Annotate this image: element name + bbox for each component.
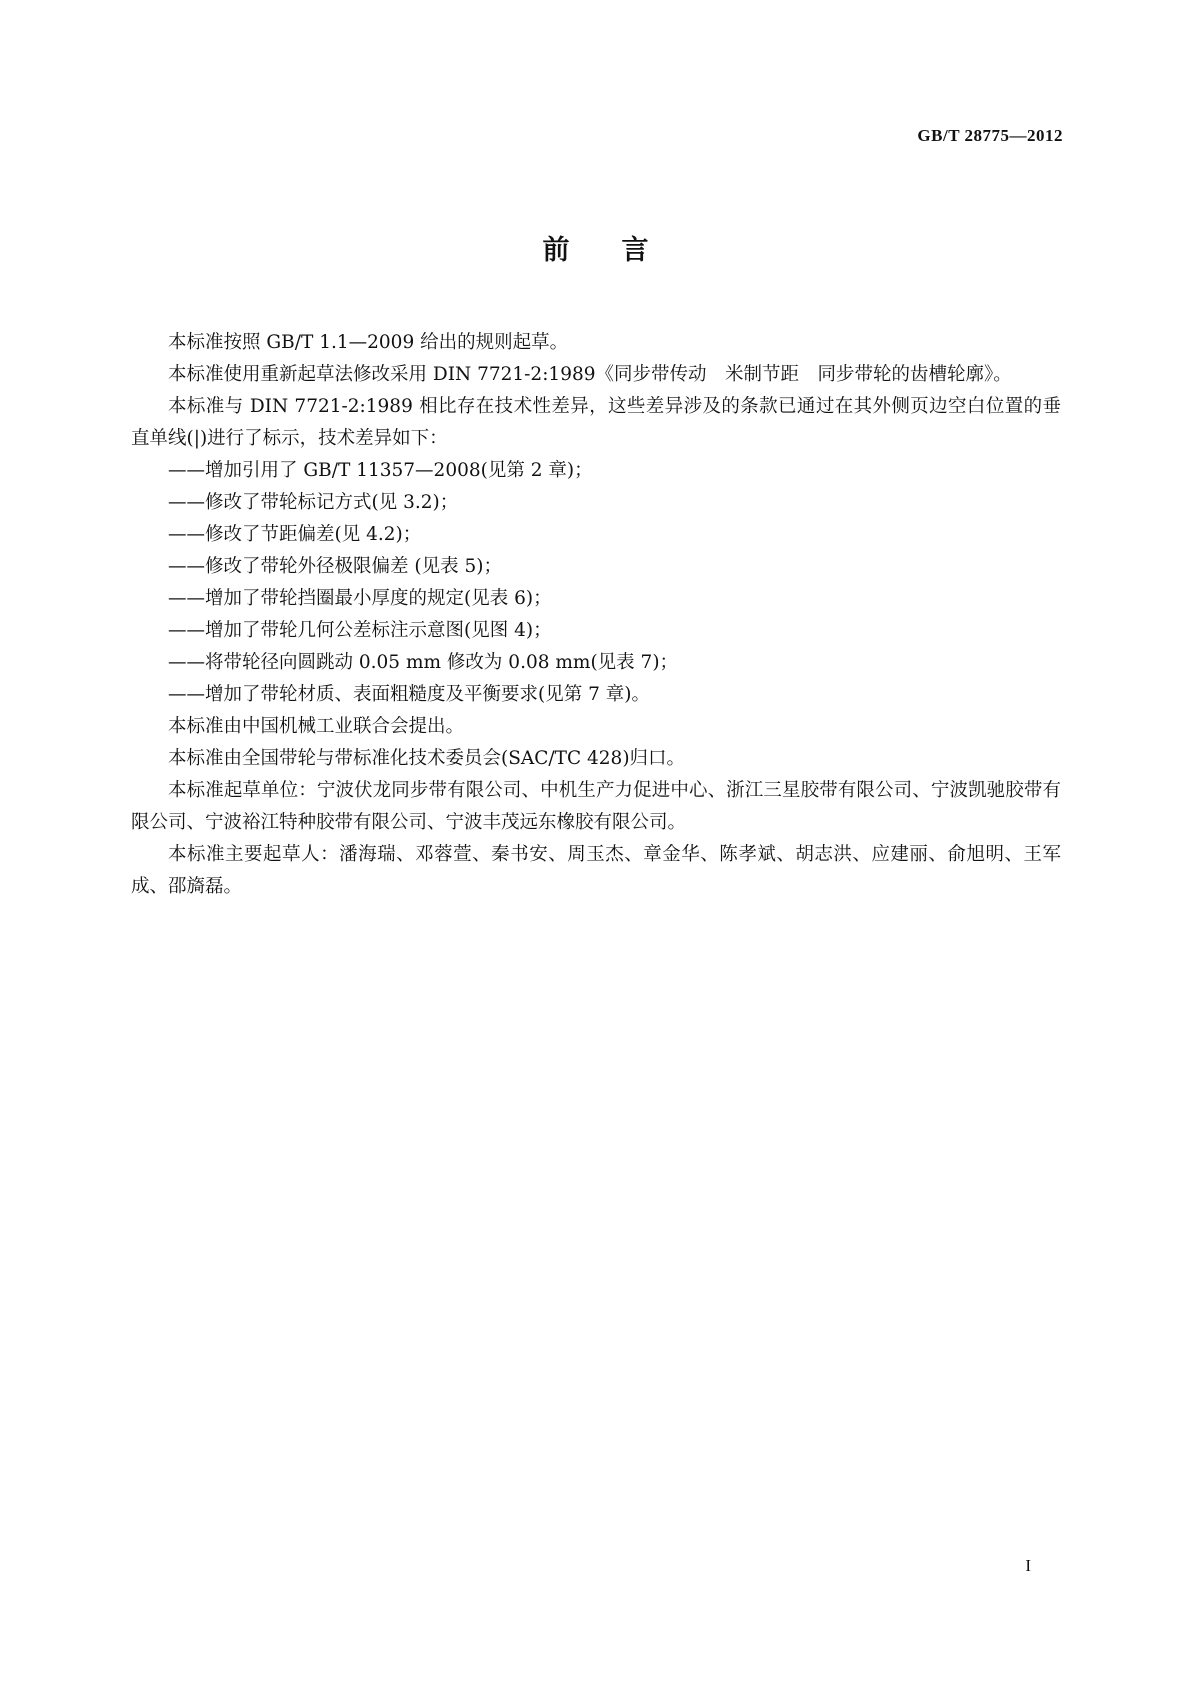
list-item: ——修改了带轮外径极限偏差 (见表 5)；: [168, 556, 502, 577]
list-item: ——将带轮径向圆跳动 0.05 mm 修改为 0.08 mm(见表 7)；: [168, 652, 679, 673]
list-item: ——修改了节距偏差(见 4.2)；: [168, 524, 422, 545]
list-item: ——增加了带轮材质、表面粗糙度及平衡要求(见第 7 章)。: [168, 684, 650, 705]
paragraph-committee: 本标准由全国带轮与带标准化技术委员会(SAC/TC 428)归口。: [168, 748, 686, 769]
paragraph-differences-intro: 本标准与 DIN 7721-2:1989 相比存在技术性差异，这些差异涉及的条款已通过在其外侧页边空白位置的垂直单线(|)进行了标示，技术差异如下：: [131, 396, 1061, 449]
paragraph-drafters: 本标准主要起草人：潘海瑞、邓蓉萱、秦书安、周玉杰、章金华、陈孝斌、胡志洪、应建丽、俞旭明、王军成、邵旖磊。: [131, 844, 1061, 897]
page-number: I: [1025, 1556, 1031, 1575]
paragraph-adoption: 本标准使用重新起草法修改采用 DIN 7721-2:1989《同步带传动 米制节距 同步带轮的齿槽轮廓》。: [168, 364, 1012, 385]
list-item: ——增加引用了 GB/T 11357—2008(见第 2 章)；: [168, 460, 593, 481]
paragraph-proposer: 本标准由中国机械工业联合会提出。: [168, 716, 465, 737]
list-item: ——修改了带轮标记方式(见 3.2)；: [168, 492, 459, 513]
standard-code: GB/T 28775—2012: [917, 126, 1063, 145]
page-title: 前言: [542, 235, 701, 266]
list-item: ——增加了带轮挡圈最小厚度的规定(见表 6)；: [168, 588, 552, 609]
paragraph-drafting-rules: 本标准按照 GB/T 1.1—2009 给出的规则起草。: [168, 332, 569, 353]
paragraph-drafting-units: 本标准起草单位：宁波伏龙同步带有限公司、中机生产力促进中心、浙江三星胶带有限公司、宁波凯驰胶带有限公司、宁波裕江特种胶带有限公司、宁波丰茂远东橡胶有限公司。: [131, 780, 1061, 833]
list-item: ——增加了带轮几何公差标注示意图(见图 4)；: [168, 620, 552, 641]
foreword-body: [131, 327, 1061, 903]
